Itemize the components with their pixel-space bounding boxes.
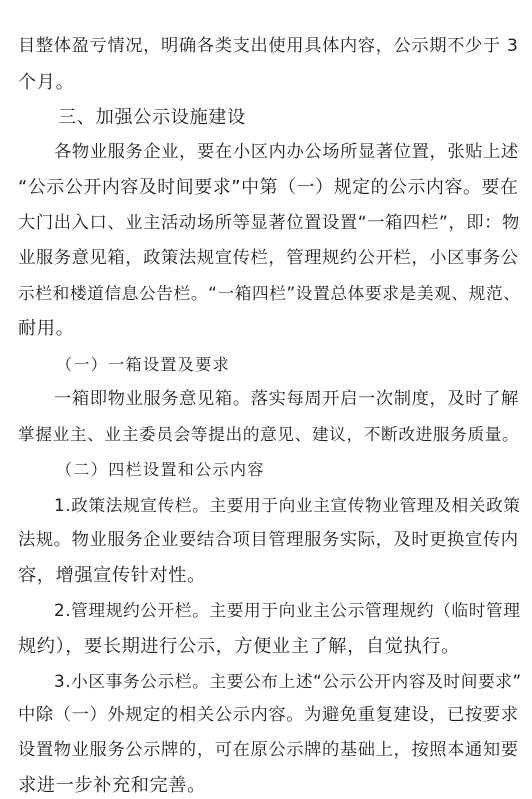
paragraph-line: 掌握业主、业主委员会等提出的意见、建议，不断改进服务质量。 bbox=[18, 424, 520, 445]
paragraph-line: 耐用。 bbox=[18, 318, 75, 340]
paragraph-line: 求进一步补充和完善。 bbox=[18, 775, 206, 796]
section-heading: 三、加强公示设施建设 bbox=[58, 106, 246, 128]
paragraph-line: 规约），要长期进行公示，方便业主了解，自觉执行。 bbox=[18, 635, 460, 657]
paragraph-line: 个月。 bbox=[18, 71, 75, 93]
paragraph-line: 2.管理规约公开栏。主要用于向业主公示管理规约（临时管理 bbox=[54, 600, 521, 621]
paragraph-line: 1.政策法规宣传栏。主要用于向业主宣传物业管理及相关政策 bbox=[54, 494, 521, 515]
paragraph-line: 中除（一）外规定的相关公示内容。为避免重复建设，已按要求 bbox=[18, 705, 519, 726]
paragraph-line: 法规。物业服务企业要结合项目管理服务实际，及时更换宣传内 bbox=[18, 529, 519, 550]
paragraph-line: 各物业服务企业，要在小区内办公场所显著位置，张贴上述 bbox=[54, 142, 519, 163]
paragraph-line: “公示公开内容及时间要求”中第（一）规定的公示内容。要在 bbox=[18, 177, 519, 199]
paragraph-line: 一箱即物业服务意见箱。落实每周开启一次制度，及时了解 bbox=[54, 388, 519, 409]
paragraph-line: 3.小区事务公示栏。主要公布上述“公示公开内容及时间要求” bbox=[54, 670, 522, 691]
paragraph-line: 业服务意见箱，政策法规宣传栏，管理规约公开栏，小区事务公 bbox=[18, 247, 519, 268]
paragraph-line: 示栏和楼道信息公告栏。“一箱四栏”设置总体要求是美观、规范、 bbox=[18, 283, 521, 304]
subsection-heading: （一）一箱设置及要求 bbox=[56, 354, 231, 374]
paragraph-line: 大门出入口、业主活动场所等显著位置设置“一箱四栏”，即：物 bbox=[18, 212, 520, 233]
subsection-heading: （二）四栏设置和公示内容 bbox=[56, 460, 265, 480]
paragraph-line: 容，增强宣传针对性。 bbox=[18, 565, 206, 587]
document-page bbox=[18, 0, 522, 799]
paragraph-line: 目整体盈亏情况，明确各类支出使用具体内容，公示期不少于 3 bbox=[18, 36, 519, 56]
paragraph-line: 设置物业服务公示牌的，可在原公示牌的基础上，按照本通知要 bbox=[18, 740, 519, 761]
